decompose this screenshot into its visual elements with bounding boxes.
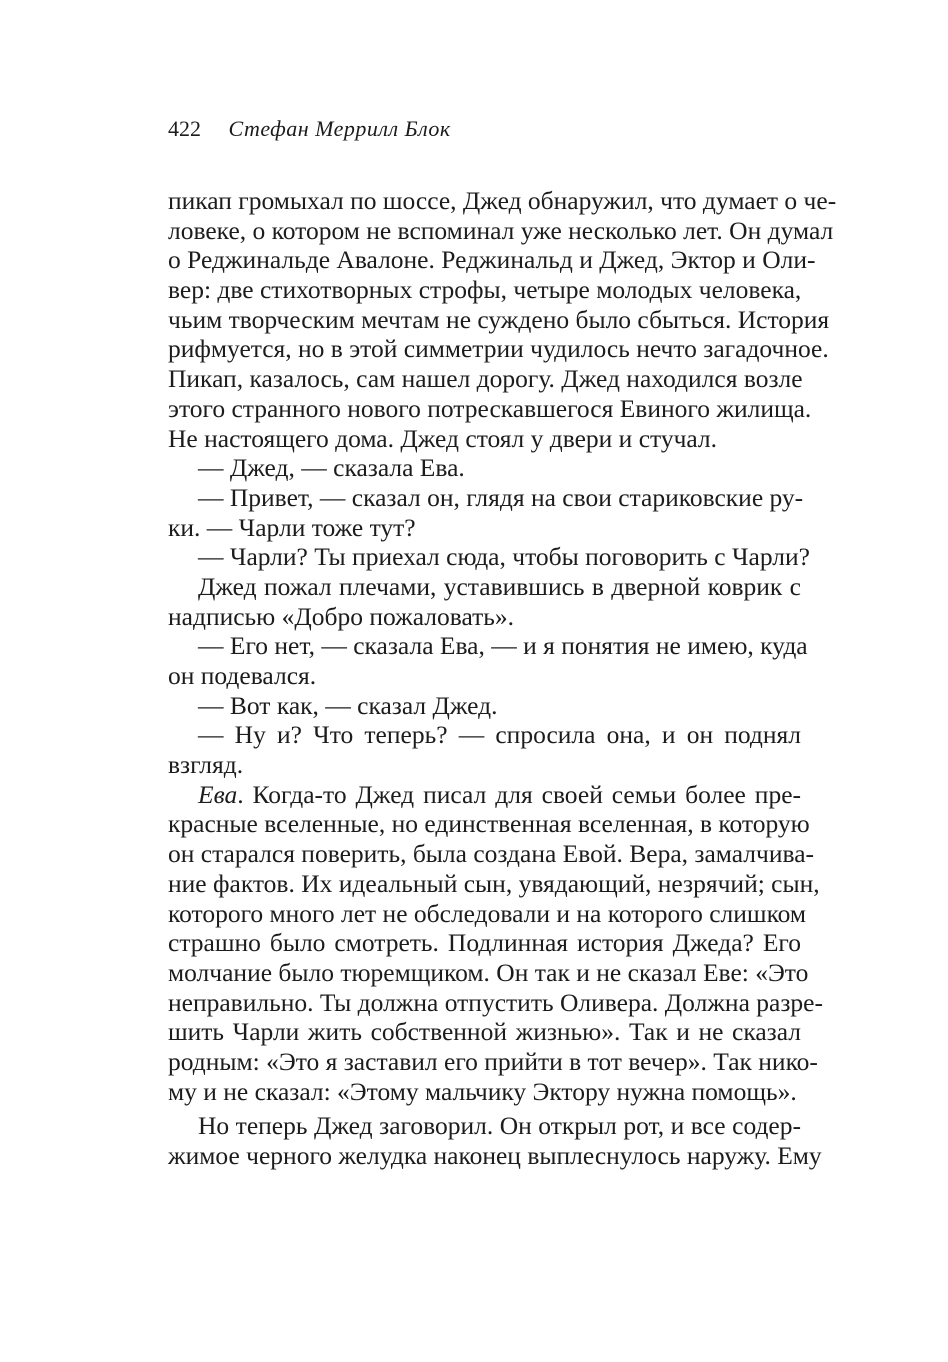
text-line: этого странного нового потрескавшегося Евиного жилища. xyxy=(168,393,812,423)
text-line: чьим творческим мечтам не суждено было сбыться. История xyxy=(168,304,830,334)
text-line: взгляд. xyxy=(168,750,244,780)
text-line: он подевался. xyxy=(168,661,317,690)
text-line: Пикап, казалось, сам нашел дорогу. Джед находился возле xyxy=(168,364,803,394)
text-line: — Ну и? Что теперь? — спросила она, и он поднял xyxy=(198,720,801,750)
text-line: — Его нет, — сказала Ева, — и я понятия не имею, куда xyxy=(198,631,808,661)
text-line: молчание было тюремщиком. Он так и не сказал Еве: «Это xyxy=(168,957,809,987)
text-line: рифмуется, но в этой симметрии чудилось нечто загадочное. xyxy=(168,334,829,364)
text-line: неправильно. Ты должна отпустить Оливера. Должна разре- xyxy=(168,987,823,1017)
text-line: — Вот как, — сказал Джед. xyxy=(198,690,498,720)
text-line: красные вселенные, но единственная вселенная, в которую xyxy=(168,809,810,839)
text-line: Но теперь Джед заговорил. Он открыл рот, и все содер- xyxy=(198,1111,801,1141)
text-line: ние фактов. Их идеальный сын, увядающий, незрячий; сын, xyxy=(168,868,820,898)
text-line-rest: . Когда-то Джед писал для своей семьи более пре- xyxy=(237,779,801,809)
text-line: страшно было смотреть. Подлинная история Джеда? Его xyxy=(168,928,801,958)
text-line: шить Чарли жить собственной жизнью». Так и не сказал xyxy=(168,1017,801,1047)
emphasized-name: Ева xyxy=(198,779,238,809)
text-line: — Привет, — сказал он, глядя на свои стариковские ру- xyxy=(198,482,804,512)
text-line: о Реджинальде Авалоне. Реджинальд и Джед, Эктор и Оли- xyxy=(168,245,816,275)
page-header xyxy=(168,114,451,144)
text-line: родным: «Это я заставил его прийти в тот вечер». Так нико- xyxy=(168,1046,818,1076)
text-line: жимое черного желудка наконец выплеснулось наружу. Ему xyxy=(168,1141,822,1170)
text-line: которого много лет не обследовали и на которого слишком xyxy=(168,898,807,928)
text-line: он старался поверить, была создана Евой. Вера, замалчива- xyxy=(168,839,815,869)
text-line: — Чарли? Ты приехал сюда, чтобы поговорить с Чарли? xyxy=(198,542,810,572)
text-line: Не настоящего дома. Джед стоял у двери и стучал. xyxy=(168,423,718,453)
text-line: ловеке, о котором не вспоминал уже несколько лет. Он думал xyxy=(168,215,834,245)
text-line: надписью «Добро пожаловать». xyxy=(168,601,515,631)
text-line: вер: две стихотворных строфы, четыре молодых человека, xyxy=(168,275,802,305)
text-line xyxy=(168,780,801,810)
text-line: Джед пожал плечами, уставившись в дверной коврик с xyxy=(198,571,801,601)
running-title: Стефан Меррилл Блок xyxy=(228,116,451,141)
page-number: 422 xyxy=(168,116,201,141)
text-line: пикап громыхал по шоссе, Джед обнаружил, что думает о че- xyxy=(168,186,837,215)
body-text xyxy=(168,186,837,1171)
text-line: ки. — Чарли тоже тут? xyxy=(168,512,416,542)
text-line: му и не сказал: «Этому мальчику Эктору нужна помощь». xyxy=(168,1076,797,1106)
text-line: — Джед, — сказала Ева. xyxy=(198,453,465,483)
